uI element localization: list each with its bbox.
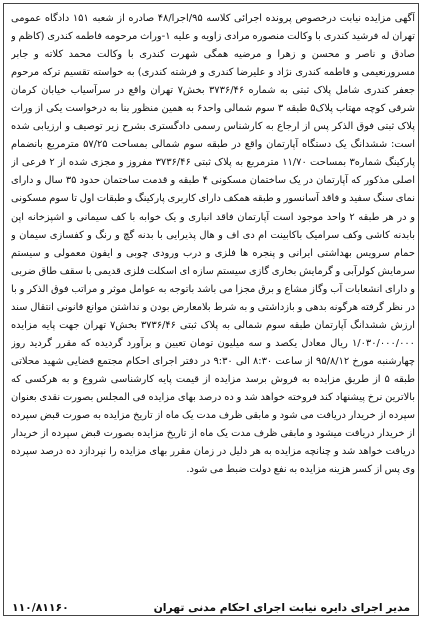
signature-line: مدیر اجرای دایره نیابت اجرای احکام مدنی تهران — [153, 600, 410, 614]
notice-code: ۱۱۰/۸۱۱۶۰ — [12, 600, 69, 614]
notice-body-text: آگهی مزایده نیابت درخصوص پرونده اجرائی کلاسه ۹۵/اجرا/۴۸ صادره از شعبه ۱۵۱ دادگاه عمومی تهران له فرشید کندری با وکالت منصوره مرادی زاویه و علیه ۱-وراث مرحومه فاطمه کندری (کاظم و صادق و ناصر و محسن و زهرا و مرضیه همگی شهرت کندری با وکالت محمد کلاته و جابر مسرورنعیمی و فاطمه کندری نژاد و علیرضا کندری و فرشته کندری) به خواسته تقسیم ترکه مرحوم جعفر کندری شامل پلاک ثبتی به شماره ۳۷۳۶/۴۶ بخش۷ تهران واقع در سرآسیاب خیابان کرمان شرقی کوچه مهتاب پلاک۵ طبقه ۳ سوم شمالی واحد۶ به همین منظور بنا به درخواست یکی از وراث پلاک ثبتی فوق الذکر پس از ارجاع به کارشناس رسمی دادگستری بشرح زیر توصیف و ارزیابی شده است: ششدانگ یک دستگاه آپارتمان واقع در طبقه سوم شمالی بمساحت ۵۷/۲۵ مترمربع بانضمام پارکینگ شماره۳ بمساحت ۱۱/۷۰ مترمربع به پلاک ثبتی ۳۷۳۶/۴۶ مفروز و مجزی شده از ۲ فرعی از اصلی مذکور که آپارتمان در یک ساختمان مسکونی ۴ طبقه و قدمت ساختمان حدود ۳۵ سال و دارای نمای سنگ سفید و فاقد آسانسور و طبقه همکف دارای کاربری پارکینگ و طبقات اول تا سوم مسکونی و در هر طبقه ۲ واحد موجود است آپارتمان فاقد انباری و یک خوابه با کف سیمانی و اشپزخانه اپن بابدنه کاشی وکف سرامیک باکابینت ام دی اف و هال پذیرایی با بدنه گچ و رنگ و کفسازی سیمان و حمام سرویس بهداشتی ایرانی و پنجره ها فلزی و درب ورودی چوبی و ایفون معمولی و سیستم سرمایش کولرآبی و گرمایش بخاری گازی سیستم سازه ای اسکلت فلزی قدیمی با سقف طاق ضربی و دارای انشعابات آب وگاز مشاع و برق مجزا می باشد باتوجه به عوامل موثر و مراتب فوق الذکر و با در نظر گرفته هرگونه بدهی و بازداشتی و به شرط بلامعارض بودن و نداشتن موانع قانونی انتقال سند ارزش ششدانگ آپارتمان طبقه سوم شمالی به پلاک ثبتی ۳۷۳۶/۴۶ بخش۷ تهران جهت پایه مزایده ۱/۰۳۰/۰۰۰/۰۰۰ ریال معادل یکصد و سه میلیون تومان تعیین و برآورد گردیده که مقرر گردید روز چهارشنبه مورخ ۹۵/۸/۱۲ از ساعت ۸:۳۰ الی ۹:۳۰ در دفتر اجرای احکام مجتمع قضایی شهید محلاتی طبقه ۵ از طریق مزایده به فروش برسد مزایده از قیمت پایه کارشناسی شروع و به هرکسی که بالاترین نرخ پیشنهاد کند فروخته خواهد شد و ده درصد بهای مزایده فی المجلس بصورت نقدی بعنوان سپرده از خریدار دریافت می شود و مابقی ظرف مدت یک ماه از تاریخ مزایده به صورت قبض سپرده از خریدار دریافت میشود و مابقی ظرف مدت یک ماه از تاریخ مزایده بصورت قبض سپرده از خریدار دریافت خواهد شد و چنانچه مزایده به هر دلیل در زمان مقرر بهای مزایده را نپردازد ده درصد سپرده وی پس از کسر هزینه مزایده به نفع دولت ضبط می شود. — [11, 13, 415, 476]
notice-frame — [3, 3, 419, 616]
notice-footer — [12, 598, 410, 616]
